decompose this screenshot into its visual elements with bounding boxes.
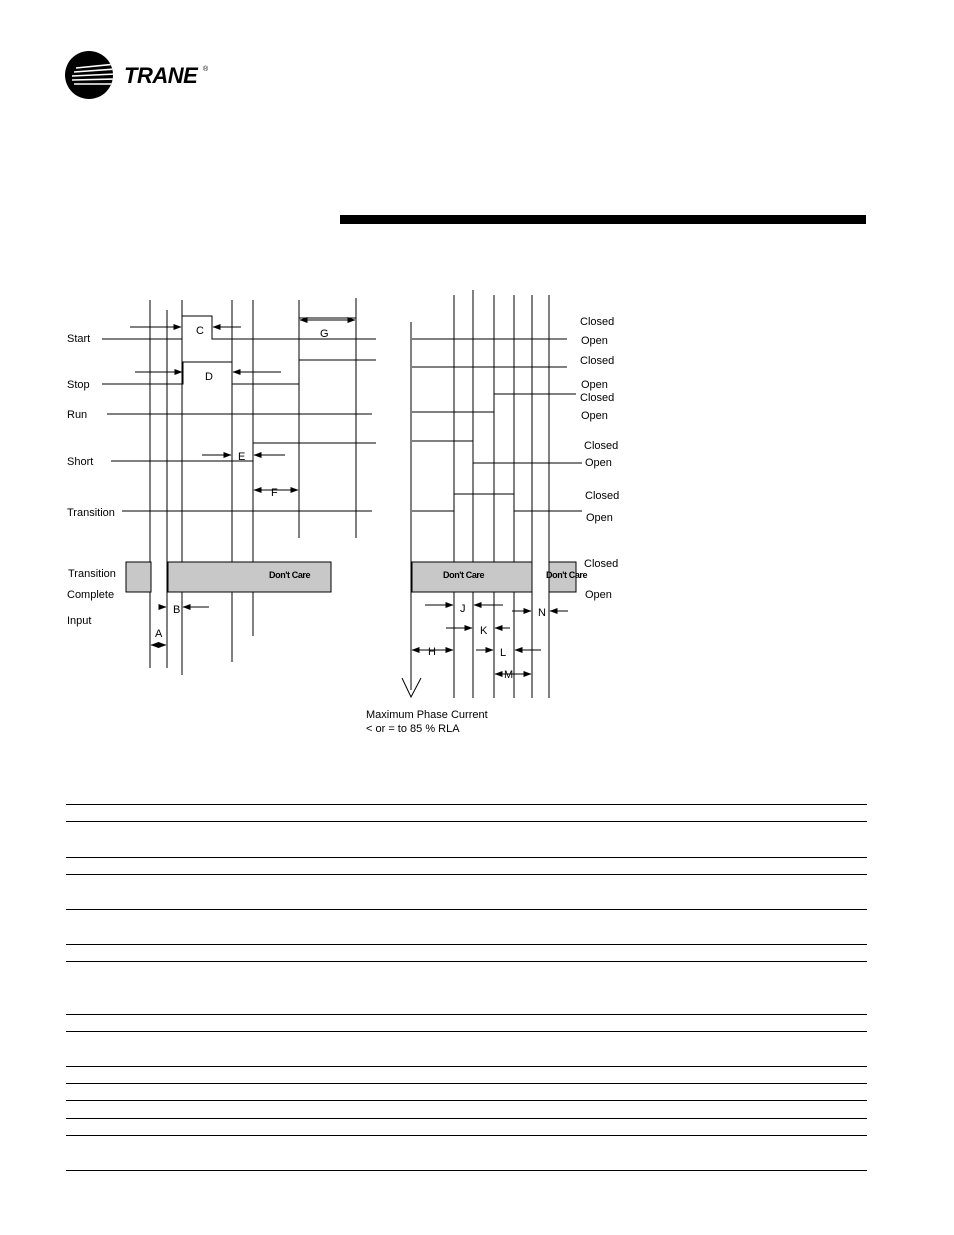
dont-care-label-left: Don't Care — [269, 570, 311, 580]
table-rule — [66, 1066, 867, 1067]
table-rule — [66, 909, 867, 910]
state-label-short-closed: Closed — [584, 440, 619, 452]
table-rule — [66, 1118, 867, 1119]
state-label-short-open: Open — [585, 457, 612, 469]
signal-label-transition-complete-2: Complete — [67, 589, 115, 601]
table-rule — [66, 1014, 867, 1015]
left-signal-traces — [102, 316, 376, 511]
state-label-stop-closed: Closed — [580, 355, 615, 367]
state-label-complete-closed: Closed — [584, 558, 619, 570]
signal-label-transition-complete-1: Transition — [68, 568, 116, 580]
interval-label-l: L — [500, 647, 507, 659]
signal-label-start: Start — [67, 333, 91, 345]
table-rule — [66, 1083, 867, 1084]
state-label-start-open: Open — [581, 335, 608, 347]
interval-label-b: B — [173, 604, 181, 616]
interval-label-d: D — [205, 371, 213, 383]
signal-label-transition: Transition — [67, 507, 115, 519]
table-rule — [66, 961, 867, 962]
table-rule — [66, 821, 867, 822]
interval-label-m: M — [504, 669, 514, 681]
table-rule — [66, 1170, 867, 1171]
signal-label-stop: Stop — [67, 379, 90, 391]
phase-current-note-line1: Maximum Phase Current — [366, 709, 488, 721]
signal-label-transition-complete-3: Input — [67, 615, 92, 627]
interval-label-h: H — [428, 646, 436, 658]
interval-label-g: G — [320, 328, 329, 340]
table-rule — [66, 874, 867, 875]
interval-label-c: C — [196, 325, 204, 337]
state-label-run-open: Open — [581, 410, 608, 422]
table-rule — [66, 804, 867, 805]
table-rule — [66, 1135, 867, 1136]
left-interval-arrows — [130, 320, 355, 645]
dont-care-label-right-1: Don't Care — [443, 570, 485, 580]
signal-label-short: Short — [67, 456, 94, 468]
dont-care-label-right-2: Don't Care — [546, 570, 588, 580]
state-label-stop-open: Open — [581, 379, 608, 391]
state-label-complete-open: Open — [585, 589, 612, 601]
state-label-run-closed: Closed — [580, 392, 615, 404]
interval-label-k: K — [480, 625, 488, 637]
interval-label-n: N — [538, 607, 546, 619]
state-label-transition-closed: Closed — [585, 490, 620, 502]
logo-registered: ® — [203, 66, 209, 73]
signal-label-run: Run — [67, 409, 88, 421]
table-rule — [66, 857, 867, 858]
interval-label-j: J — [460, 603, 466, 615]
right-signal-traces — [412, 339, 582, 511]
phase-current-note-line2: < or = to 85 % RLA — [366, 723, 460, 735]
left-time-markers — [150, 298, 356, 675]
state-label-transition-open: Open — [586, 512, 613, 524]
table-rule — [66, 1031, 867, 1032]
interval-label-e: E — [238, 451, 246, 463]
state-label-start-closed: Closed — [580, 316, 615, 328]
logo-wordmark: TRANE — [124, 63, 198, 88]
table-rule — [66, 944, 867, 945]
interval-label-f: F — [271, 487, 278, 499]
table-rule — [66, 1100, 867, 1101]
interval-label-a: A — [155, 628, 163, 640]
